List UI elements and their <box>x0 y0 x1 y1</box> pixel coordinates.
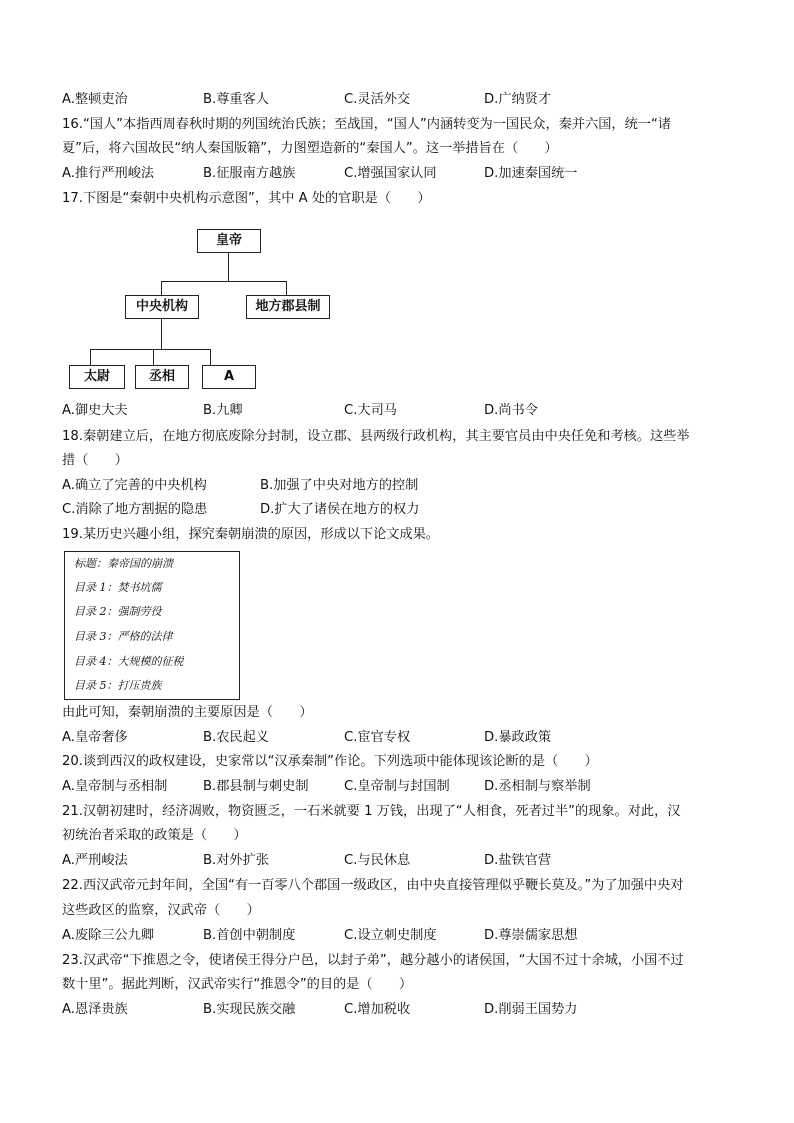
q21-options <box>62 852 742 870</box>
q19-stem-line2: 由此可知，秦朝崩溃的主要原因是（ ） <box>62 705 313 720</box>
q16-option-b[interactable]: B.征服南方越族 <box>203 166 296 181</box>
essay-item: 目录 5：打压贵族 <box>74 679 162 692</box>
diagram-taiwei-box: 太尉 <box>69 365 125 389</box>
diagram-connector <box>161 281 287 282</box>
q17-option-b[interactable]: B.九卿 <box>203 403 243 418</box>
q15-option-a[interactable]: A.整顿吏治 <box>62 92 128 107</box>
diagram-connector <box>153 349 154 365</box>
q20-option-a[interactable]: A.皇帝制与丞相制 <box>62 779 168 794</box>
q19-option-a[interactable]: A.皇帝奢侈 <box>62 730 128 745</box>
essay-item: 目录 1：焚书坑儒 <box>74 581 162 594</box>
q19-stem-line1: 19.某历史兴趣小组，探究秦朝崩溃的原因，形成以下论文成果。 <box>62 527 440 542</box>
diagram-a-box: A <box>202 365 256 389</box>
q16-options <box>62 165 742 183</box>
q16-stem-line1: 16.“国人”本指西周春秋时期的列国统治氏族；至战国，“国人”内涵转变为一国民众，秦并六国，统一“诸 <box>62 117 672 132</box>
q18-options-row1 <box>62 477 742 495</box>
q17-option-a[interactable]: A.御史大夫 <box>62 403 128 418</box>
q22-option-d[interactable]: D.尊崇儒家思想 <box>484 928 578 943</box>
diagram-connector <box>286 281 287 295</box>
q23-option-b[interactable]: B.实现民族交融 <box>203 1002 296 1017</box>
q15-options <box>62 91 742 109</box>
q16-option-d[interactable]: D.加速秦国统一 <box>484 166 578 181</box>
essay-title: 标题：秦帝国的崩溃 <box>74 557 173 570</box>
q23-option-c[interactable]: C.增加税收 <box>344 1002 411 1017</box>
diagram-connector <box>228 253 229 281</box>
q17-option-c[interactable]: C.大司马 <box>344 403 397 418</box>
q16-stem-line2: 夏”后，将六国故民“纳人秦国版籍”，力图塑造新的“秦国人”。这一举措旨在（ ） <box>62 141 558 156</box>
q22-options <box>62 927 742 945</box>
diagram-chengxiang-box: 丞相 <box>135 365 189 389</box>
essay-item: 目录 3：严格的法律 <box>74 630 173 643</box>
essay-outline-box <box>64 551 240 700</box>
q22-stem-line2: 这些政区的监察，汉武帝（ ） <box>62 903 260 918</box>
q15-option-d[interactable]: D.广纳贤才 <box>484 92 552 107</box>
q17-options <box>62 402 742 420</box>
diagram-connector <box>210 349 211 365</box>
q23-option-d[interactable]: D.削弱王国势力 <box>484 1002 578 1017</box>
essay-item: 目录 2：强制劳役 <box>74 605 162 618</box>
q23-options <box>62 1001 742 1019</box>
q20-options <box>62 778 742 796</box>
diagram-central-org-box: 中央机构 <box>125 295 199 319</box>
diagram-emperor-box: 皇帝 <box>197 229 261 253</box>
q21-option-a[interactable]: A.严刑峻法 <box>62 853 128 868</box>
q21-stem-line1: 21.汉朝初建时，经济凋败，物资匮乏，一石米就要 1 万钱，出现了“人相食，死者过半”的现象。对此，汉 <box>62 804 681 819</box>
diagram-connector <box>90 349 210 350</box>
diagram-connector <box>161 319 162 349</box>
q18-option-b[interactable]: B.加强了中央对地方的控制 <box>260 478 419 493</box>
q18-option-a[interactable]: A.确立了完善的中央机构 <box>62 478 207 493</box>
q21-stem-line2: 初统治者采取的政策是（ ） <box>62 828 247 843</box>
diagram-local-county-box: 地方郡县制 <box>246 295 330 319</box>
q22-option-a[interactable]: A.废除三公九卿 <box>62 928 155 943</box>
q20-option-c[interactable]: C.皇帝制与封国制 <box>344 779 450 794</box>
q20-option-b[interactable]: B.郡县制与刺史制 <box>203 779 309 794</box>
q15-option-b[interactable]: B.尊重客人 <box>203 92 269 107</box>
q17-stem-line1: 17.下图是“秦朝中央机构示意图”，其中 A 处的官职是（ ） <box>62 191 431 206</box>
q18-option-d[interactable]: D.扩大了诸侯在地方的权力 <box>260 502 420 517</box>
q15-option-c[interactable]: C.灵活外交 <box>344 92 411 107</box>
q21-option-d[interactable]: D.盐铁官营 <box>484 853 552 868</box>
diagram-connector <box>161 281 162 295</box>
q16-option-c[interactable]: C.增强国家认同 <box>344 166 437 181</box>
q17-option-d[interactable]: D.尚书令 <box>484 403 538 418</box>
q22-option-b[interactable]: B.首创中朝制度 <box>203 928 296 943</box>
q18-option-c[interactable]: C.消除了地方割据的隐患 <box>62 502 208 517</box>
q18-options-row2 <box>62 501 742 519</box>
q21-option-b[interactable]: B.对外扩张 <box>203 853 269 868</box>
q20-stem-line1: 20.谈到西汉的政权建设，史家常以“汉承秦制”作论。下列选项中能体现该论断的是（ ） <box>62 754 598 769</box>
q21-option-c[interactable]: C.与民休息 <box>344 853 411 868</box>
q16-option-a[interactable]: A.推行严刑峻法 <box>62 166 155 181</box>
q22-option-c[interactable]: C.设立刺史制度 <box>344 928 437 943</box>
q18-stem-line1: 18.秦朝建立后，在地方彻底废除分封制，设立郡、县两级行政机构，其主要官员由中央任免和考核。这些举 <box>62 429 690 444</box>
q22-stem-line1: 22.西汉武帝元封年间，全国“有一百零八个郡国一级政区，由中央直接管理似乎鞭长莫及。”为了加强中央对 <box>62 878 684 893</box>
q19-options <box>62 729 742 747</box>
q23-stem-line1: 23.汉武帝“下推恩之令，使诸侯王得分户邑，以封子弟”，越分越小的诸侯国，“大国不过十余城，小国不过 <box>62 953 684 968</box>
q19-option-d[interactable]: D.暴政政策 <box>484 730 552 745</box>
q23-option-a[interactable]: A.恩泽贵族 <box>62 1002 128 1017</box>
q19-option-c[interactable]: C.宦官专权 <box>344 730 411 745</box>
diagram-connector <box>90 349 91 365</box>
q20-option-d[interactable]: D.丞相制与察举制 <box>484 779 591 794</box>
essay-item: 目录 4：大规模的征税 <box>74 655 184 668</box>
q23-stem-line2: 数十里”。据此判断，汉武帝实行“推恩令”的目的是（ ） <box>62 977 413 992</box>
q19-option-b[interactable]: B.农民起义 <box>203 730 269 745</box>
q18-stem-line2: 措（ ） <box>62 453 128 468</box>
